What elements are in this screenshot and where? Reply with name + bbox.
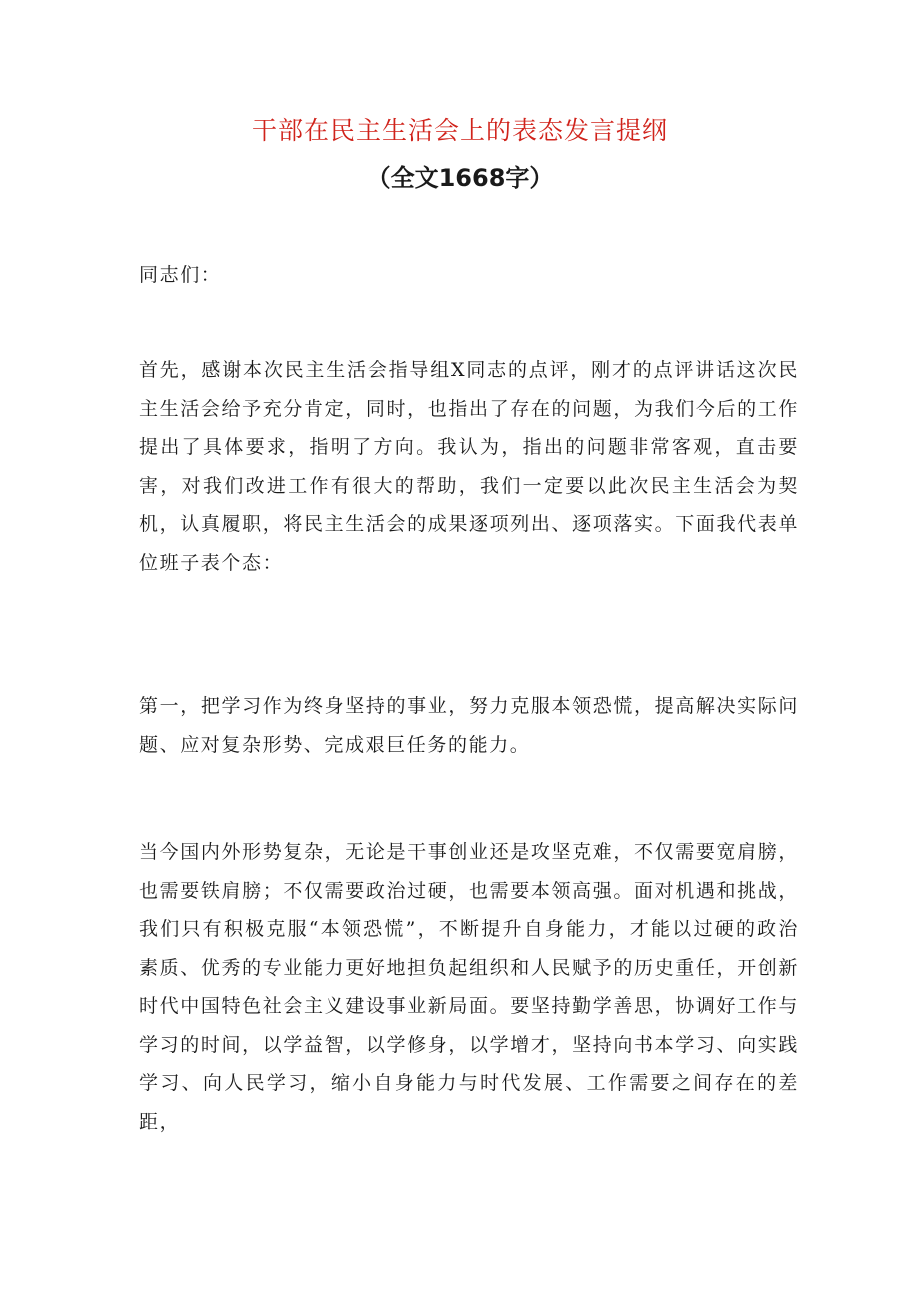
salutation-paragraph: 同志们：: [139, 264, 222, 286]
opening-paragraph: 首先，感谢本次民主生活会指导组X同志的点评，刚才的点评讲话这次民主生活会给予充分肯定，同时，也指出了存在的问题，为我们今后的工作提出了具体要求，指明了方向。我认为，指出的问题非常客观，直击要害，对我们改进工作有很大的帮助，我们一定要以此次民主生活会为契机，认真履职，将民主生活会的成果逐项列出、逐项落实。下面我代表单位班子表个态：: [139, 359, 799, 574]
point-one-body-paragraph: 当今国内外形势复杂，无论是干事创业还是攻坚克难，不仅需要宽肩膀，也需要铁肩膀；不仅需要政治过硬，也需要本领高强。面对机遇和挑战，我们只有积极克服“本领恐慌”，不断提升自身能力，才能以过硬的政治素质、优秀的专业能力更好地担负起组织和人民赋予的历史重任，开创新时代中国特色社会主义建设事业新局面。要坚持勤学善思，协调好工作与学习的时间，以学益智，以学修身，以学增才，坚持向书本学习、向实践学习、向人民学习，缩小自身能力与时代发展、工作需要之间存在的差距，: [139, 841, 799, 1133]
document-title: 干部在民主生活会上的表态发言提纲: [251, 116, 668, 145]
point-one-heading-paragraph: 第一，把学习作为终身坚持的事业，努力克服本领恐慌，提高解决实际问题、应对复杂形势、完成艰巨任务的能力。: [139, 695, 799, 756]
document-subtitle: （全文1668字）: [366, 164, 554, 192]
